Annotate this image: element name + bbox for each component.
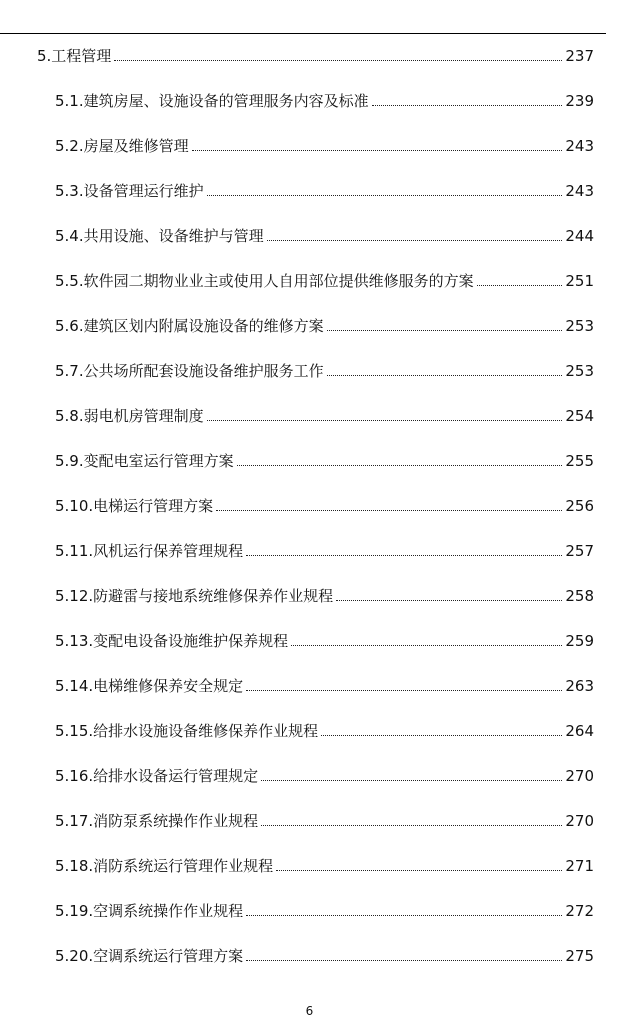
dot-leader <box>336 600 562 601</box>
dot-leader <box>372 105 563 106</box>
toc-entry-5-19[interactable] <box>55 897 594 921</box>
toc-entry-title: 5.工程管理 <box>37 47 112 65</box>
toc-entry-5-13[interactable] <box>55 627 594 651</box>
dot-leader <box>237 465 563 466</box>
toc-entry-page: 243 <box>565 137 594 155</box>
toc-entry-page: 275 <box>565 947 594 965</box>
toc-entry-5-20[interactable] <box>55 942 594 966</box>
toc-entry-page: 244 <box>565 227 594 245</box>
dot-leader <box>207 195 563 196</box>
dot-leader <box>216 510 562 511</box>
toc-entry-title: 5.12.防避雷与接地系统维修保养作业规程 <box>55 587 334 605</box>
toc-entry-5-17[interactable] <box>55 807 594 831</box>
toc-entry-5-3[interactable] <box>55 177 594 201</box>
toc-entry-title: 5.5.软件园二期物业业主或使用人自用部位提供维修服务的方案 <box>55 272 474 290</box>
toc-entry-5-16[interactable] <box>55 762 594 786</box>
dot-leader <box>261 825 562 826</box>
toc-entry-5-4[interactable] <box>55 222 594 246</box>
toc-entry-5-6[interactable] <box>55 312 594 336</box>
toc-entry-page: 253 <box>565 317 594 335</box>
dot-leader <box>246 915 562 916</box>
toc-entry-page: 259 <box>565 632 594 650</box>
toc-entry-title: 5.2.房屋及维修管理 <box>55 137 189 155</box>
toc-entry-title: 5.9.变配电室运行管理方案 <box>55 452 234 470</box>
toc-entry-title: 5.18.消防系统运行管理作业规程 <box>55 857 274 875</box>
toc-entry-title: 5.8.弱电机房管理制度 <box>55 407 204 425</box>
toc-entry-5-9[interactable] <box>55 447 594 471</box>
toc-entry-page: 270 <box>565 767 594 785</box>
toc-entry-5-12[interactable] <box>55 582 594 606</box>
toc-entry-page: 243 <box>565 182 594 200</box>
toc-entry-title: 5.16.给排水设备运行管理规定 <box>55 767 259 785</box>
toc-entry-5[interactable] <box>37 42 594 66</box>
dot-leader <box>327 375 563 376</box>
toc-entry-page: 237 <box>565 47 594 65</box>
toc-entry-page: 257 <box>565 542 594 560</box>
dot-leader <box>291 645 562 646</box>
toc-entry-5-11[interactable] <box>55 537 594 561</box>
toc-entry-5-18[interactable] <box>55 852 594 876</box>
toc-entry-title: 5.10.电梯运行管理方案 <box>55 497 214 515</box>
toc-entry-title: 5.20.空调系统运行管理方案 <box>55 947 244 965</box>
toc-entry-5-14[interactable] <box>55 672 594 696</box>
dot-leader <box>261 780 562 781</box>
toc-entry-5-8[interactable] <box>55 402 594 426</box>
dot-leader <box>321 735 562 736</box>
toc-entry-title: 5.14.电梯维修保养安全规定 <box>55 677 244 695</box>
dot-leader <box>192 150 563 151</box>
toc-entry-page: 271 <box>565 857 594 875</box>
dot-leader <box>246 960 562 961</box>
toc-entry-page: 263 <box>565 677 594 695</box>
toc-entry-title: 5.19.空调系统操作作业规程 <box>55 902 244 920</box>
toc-entry-title: 5.17.消防泵系统操作作业规程 <box>55 812 259 830</box>
dot-leader <box>246 555 562 556</box>
toc-entry-page: 270 <box>565 812 594 830</box>
toc-entry-title: 5.1.建筑房屋、设施设备的管理服务内容及标准 <box>55 92 369 110</box>
dot-leader <box>246 690 562 691</box>
toc-entry-title: 5.6.建筑区划内附属设施设备的维修方案 <box>55 317 324 335</box>
toc-entry-page: 264 <box>565 722 594 740</box>
page-number: 6 <box>305 1004 314 1018</box>
toc-entry-page: 272 <box>565 902 594 920</box>
toc-entry-page: 253 <box>565 362 594 380</box>
toc-entry-page: 251 <box>565 272 594 290</box>
toc-entry-title: 5.4.共用设施、设备维护与管理 <box>55 227 264 245</box>
dot-leader <box>276 870 562 871</box>
toc-entry-5-7[interactable] <box>55 357 594 381</box>
toc-entry-page: 256 <box>565 497 594 515</box>
toc-entry-5-1[interactable] <box>55 87 594 111</box>
dot-leader <box>327 330 563 331</box>
dot-leader <box>267 240 563 241</box>
toc-entry-title: 5.11.风机运行保养管理规程 <box>55 542 244 560</box>
dot-leader <box>114 60 562 61</box>
dot-leader <box>207 420 563 421</box>
toc-entry-title: 5.15.给排水设施设备维修保养作业规程 <box>55 722 319 740</box>
dot-leader <box>477 285 563 286</box>
toc-entry-title: 5.13.变配电设备设施维护保养规程 <box>55 632 289 650</box>
toc-entry-title: 5.7.公共场所配套设施设备维护服务工作 <box>55 362 324 380</box>
toc-entry-page: 254 <box>565 407 594 425</box>
toc-entry-page: 255 <box>565 452 594 470</box>
toc-entry-page: 239 <box>565 92 594 110</box>
toc-entry-5-2[interactable] <box>55 132 594 156</box>
toc-entry-title: 5.3.设备管理运行维护 <box>55 182 204 200</box>
toc-entry-5-15[interactable] <box>55 717 594 741</box>
header-rule <box>0 33 606 34</box>
toc-entry-5-10[interactable] <box>55 492 594 516</box>
toc-entry-page: 258 <box>565 587 594 605</box>
toc-entry-5-5[interactable] <box>55 267 594 291</box>
